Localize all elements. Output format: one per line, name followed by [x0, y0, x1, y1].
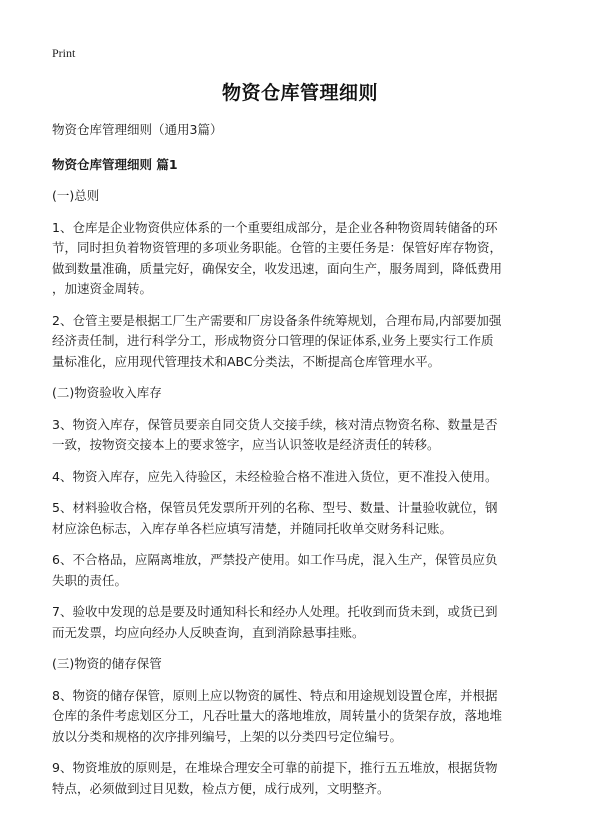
paragraph-9: [52, 758, 552, 799]
paragraph-line: ，加速资金周转。: [52, 281, 153, 296]
document-subtitle: 物资仓库管理细则（通用3篇）: [52, 122, 223, 137]
paragraph-line: 而无发票，均应向经办人反映查询，直到消除悬事挂账。: [52, 624, 365, 640]
paragraph-1: [52, 218, 552, 300]
paragraph-line: 6、不合格品，应隔离堆放，严禁投产使用。如工作马虎，混入生产，保管员应负: [52, 552, 498, 567]
paragraph-line: 量标准化，应用现代管理技术和ABC分类法，不断提高仓库管理水平。: [52, 353, 441, 369]
paragraph-line: 4、物资入库存，应先入待验区，未经检验合格不准进入货位，更不准投入使用。: [52, 468, 498, 484]
paragraph-8: [52, 686, 552, 748]
paragraph-line: 仓库的条件考虑划区分工，凡吞吐量大的落地堆放，周转量小的货架存放，落地堆: [52, 708, 503, 723]
paragraph-6: [52, 550, 552, 591]
paragraph-line: 做到数量准确，质量完好，确保安全，收发迅速，面向生产，服务周到，降低费用: [52, 260, 503, 276]
paragraph-line: 1、仓库是企业物资供应体系的一个重要组成部分，是企业各种物资周转储备的环: [52, 219, 498, 235]
paragraph-line: 节，同时担负着物资管理的多项业务职能。仓管的主要任务是：保管好库存物资，: [52, 240, 503, 255]
paragraph-line: 失职的责任。: [52, 572, 128, 588]
section-title: 物资仓库管理细则 篇1: [52, 156, 178, 172]
paragraph-3: [52, 415, 552, 456]
paragraph-line: 2、仓管主要是根据工厂生产需要和厂房设备条件统筹规划，合理布局,内部要加强: [52, 312, 502, 328]
paragraph-4: [52, 467, 552, 488]
document-body: [52, 120, 552, 810]
paragraph-7: [52, 602, 552, 643]
paragraph-line: 8、物资的储存保管，原则上应以物资的属性、特点和用途规划设置仓库，并根据: [52, 687, 498, 703]
heading-receiving: (二)物资验收入库存: [52, 385, 162, 400]
paragraph-line: 材应涂色标志，入库存单各栏应填写清楚，并随同托收单交财务科记账。: [52, 520, 453, 536]
paragraph-line: 一致，按物资交接本上的要求签字，应当认识签收是经济责任的转移。: [52, 437, 440, 452]
document-title: 物资仓库管理细则: [221, 82, 378, 104]
paragraph-line: 9、物资堆放的原则是，在堆垛合理安全可靠的前提下，推行五五堆放，根据货物: [52, 760, 498, 775]
paragraph-line: 放以分类和规格的次序排列编号，上架的以分类四号定位编号。: [52, 728, 403, 744]
paragraph-line: 5、材料验收合格，保管员凭发票所开列的名称、型号、数量、计量验收就位，钢: [52, 500, 498, 515]
heading-general: (一)总则: [52, 188, 100, 203]
paragraph-line: 7、验收中发现的总是要及时通知科长和经办人处理。托收到而货未到，或货已到: [52, 604, 498, 619]
paragraph-line: 特点，必须做到过目见数，检点方便，成行成列，文明整齐。: [52, 780, 390, 796]
paragraph-2: [52, 311, 552, 373]
paragraph-line: 3、物资入库存，保管员要亲自同交货人交接手续，核对清点物资名称、数量是否: [52, 416, 498, 432]
heading-storage: (三)物资的储存保管: [52, 656, 162, 671]
print-label: Print: [52, 46, 76, 60]
paragraph-5: [52, 498, 552, 539]
paragraph-line: 经济责任制，进行科学分工，形成物资分口管理的保证体系,业务上要实行工作质: [52, 333, 494, 348]
